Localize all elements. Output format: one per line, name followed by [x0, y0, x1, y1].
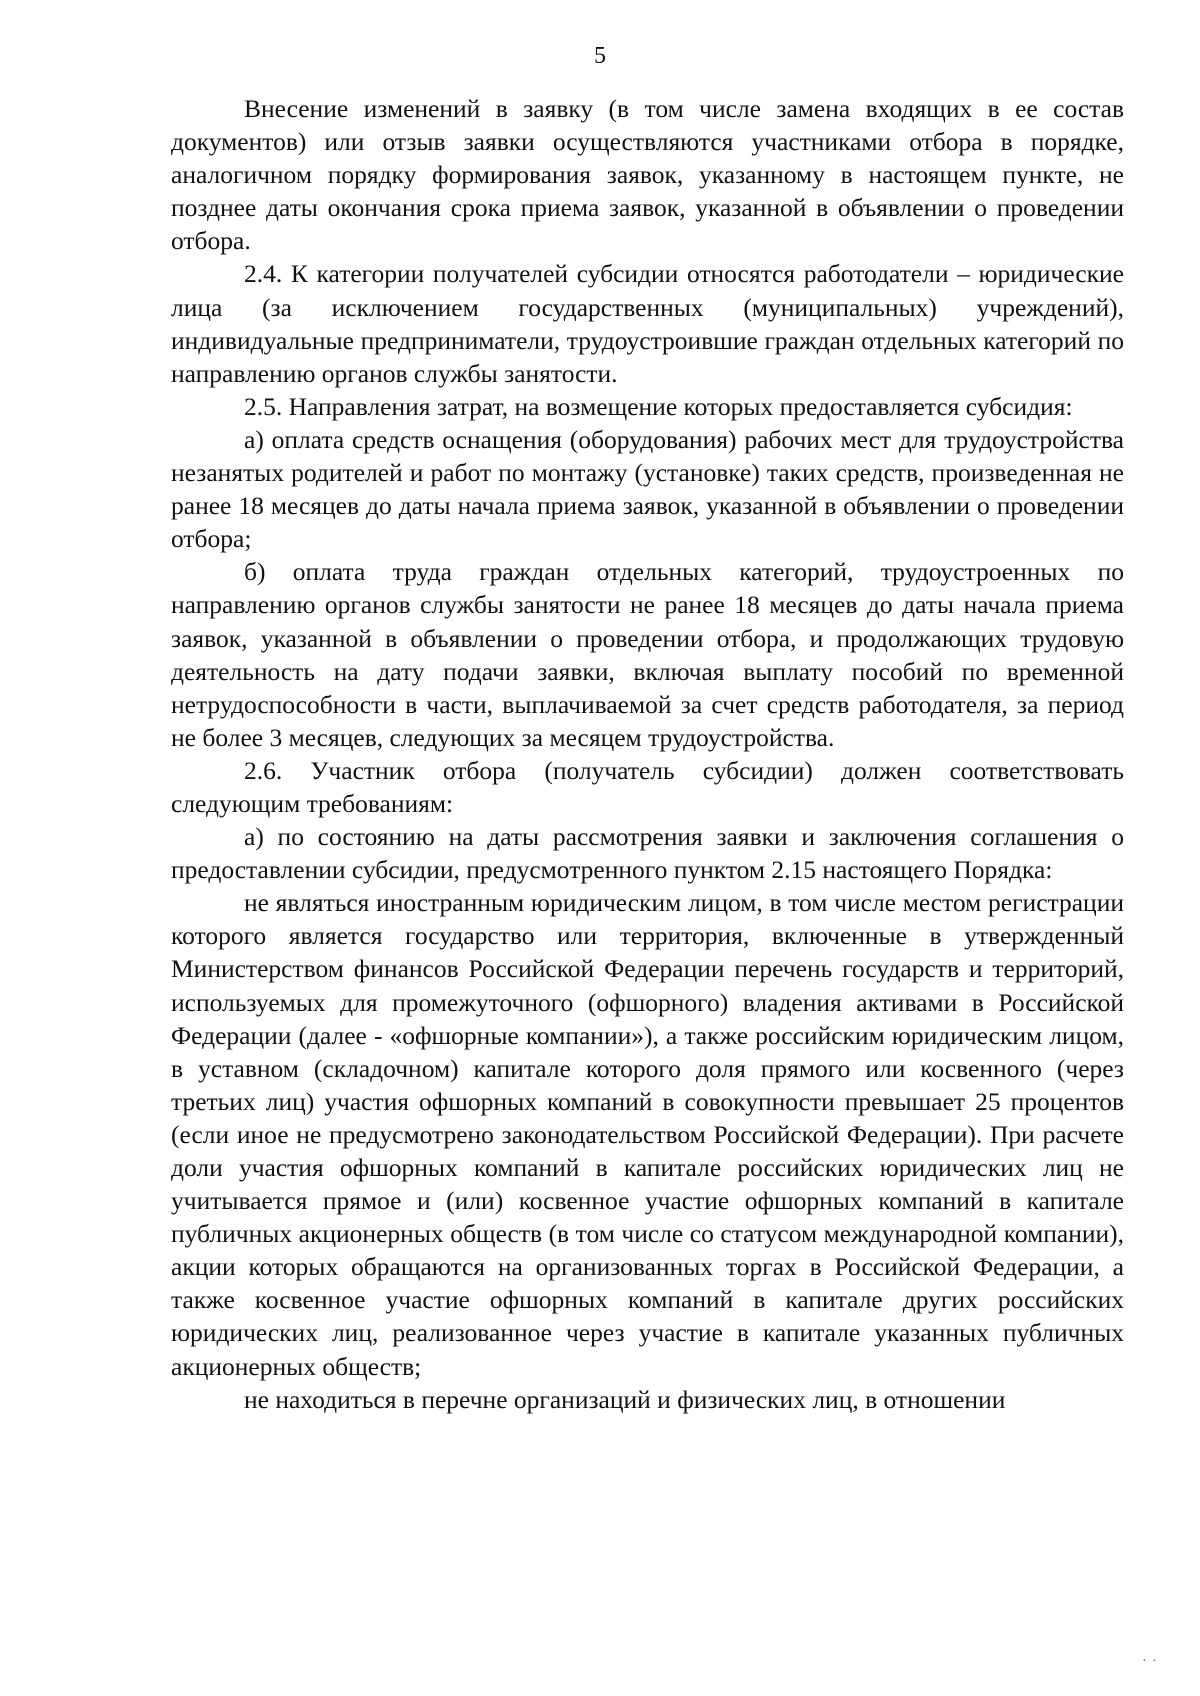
paragraph-2-6-requirements: 2.6. Участник отбора (получатель субсидии) должен соответствовать следующим требованиям: — [171, 755, 1124, 818]
paragraph-2-5-b-labor-payment: б) оплата труда граждан отдельных категорий, трудоустроенных по направлению органов службы занятости не ранее 18 месяцев до даты начала приема заявок, указанной в объявлении о проведении отбора, и продолжающих трудовую деятельность на дату подачи заявки, включая выплату пособий по временной нетрудоспособности в части, выплачиваемой за счет средств работодателя, за период не более 3 месяцев, следующих за месяцем трудоустройства. — [171, 557, 1124, 752]
scan-artifact-mark: · · — [1142, 1654, 1158, 1669]
paragraph-list-requirement: не находиться в перечне организаций и физических лиц, в отношении — [244, 1384, 1006, 1414]
paragraph-offshore-requirement: не являться иностранным юридическим лицом, в том числе местом регистрации которого является государство или территория, включенные в утвержденный Министерством финансов Российской Федерации перечень государств и территорий, используемых для промежуточного (офшорного) владения активами в Российской Федерации (далее - «офшорные компании»), а также российским юридическим лицом, в уставном (складочном) капитале которого доля прямого или косвенного (через третьих лиц) участия офшорных компаний в совокупности превышает 25 процентов (если иное не предусмотрено законодательством Российской Федерации). При расчете доли участия офшорных компаний в капитале российских юридических лиц не учитывается прямое и (или) косвенное участие офшорных компаний в капитале публичных акционерных обществ (в том числе со статусом международной компании), акции которых обращаются на организованных торгах в Российской Федерации, а также косвенное участие офшорных компаний в капитале других российских юридических лиц, реализованное через участие в капитале указанных публичных акционерных обществ; — [171, 888, 1124, 1381]
paragraph-2-4-recipient-category: 2.4. К категории получателей субсидии относятся работодатели – юридические лица (за исключением государственных (муниципальных) учреждений), индивидуальные предприниматели, трудоустроившие граждан отдельных категорий по направлению органов службы занятости. — [171, 259, 1124, 388]
paragraph-application-changes: Внесение изменений в заявку (в том числе замена входящих в ее состав документов) или отзыв заявки осуществляются участниками отбора в порядке, аналогичном порядку формирования заявок, указанному в настоящем пункте, не позднее даты окончания срока приема заявок, указанной в объявлении о проведении отбора. — [171, 94, 1124, 256]
page-number: 5 — [594, 43, 606, 69]
paragraph-2-6-a-status-date: а) по состоянию на даты рассмотрения заявки и заключения соглашения о предоставлении субсидии, предусмотренного пунктом 2.15 настоящего Порядка: — [171, 822, 1124, 885]
paragraph-2-5-a-equipment: а) оплата средств оснащения (оборудования) рабочих мест для трудоустройства незанятых родителей и работ по монтажу (установке) таких средств, произведенная не ранее 18 месяцев до даты начала приема заявок, указанной в объявлении о проведении отбора; — [171, 424, 1124, 554]
document-body — [171, 92, 1124, 1416]
paragraph-2-5-cost-directions: 2.5. Направления затрат, на возмещение которых предоставляется субсидия: — [244, 391, 1073, 421]
